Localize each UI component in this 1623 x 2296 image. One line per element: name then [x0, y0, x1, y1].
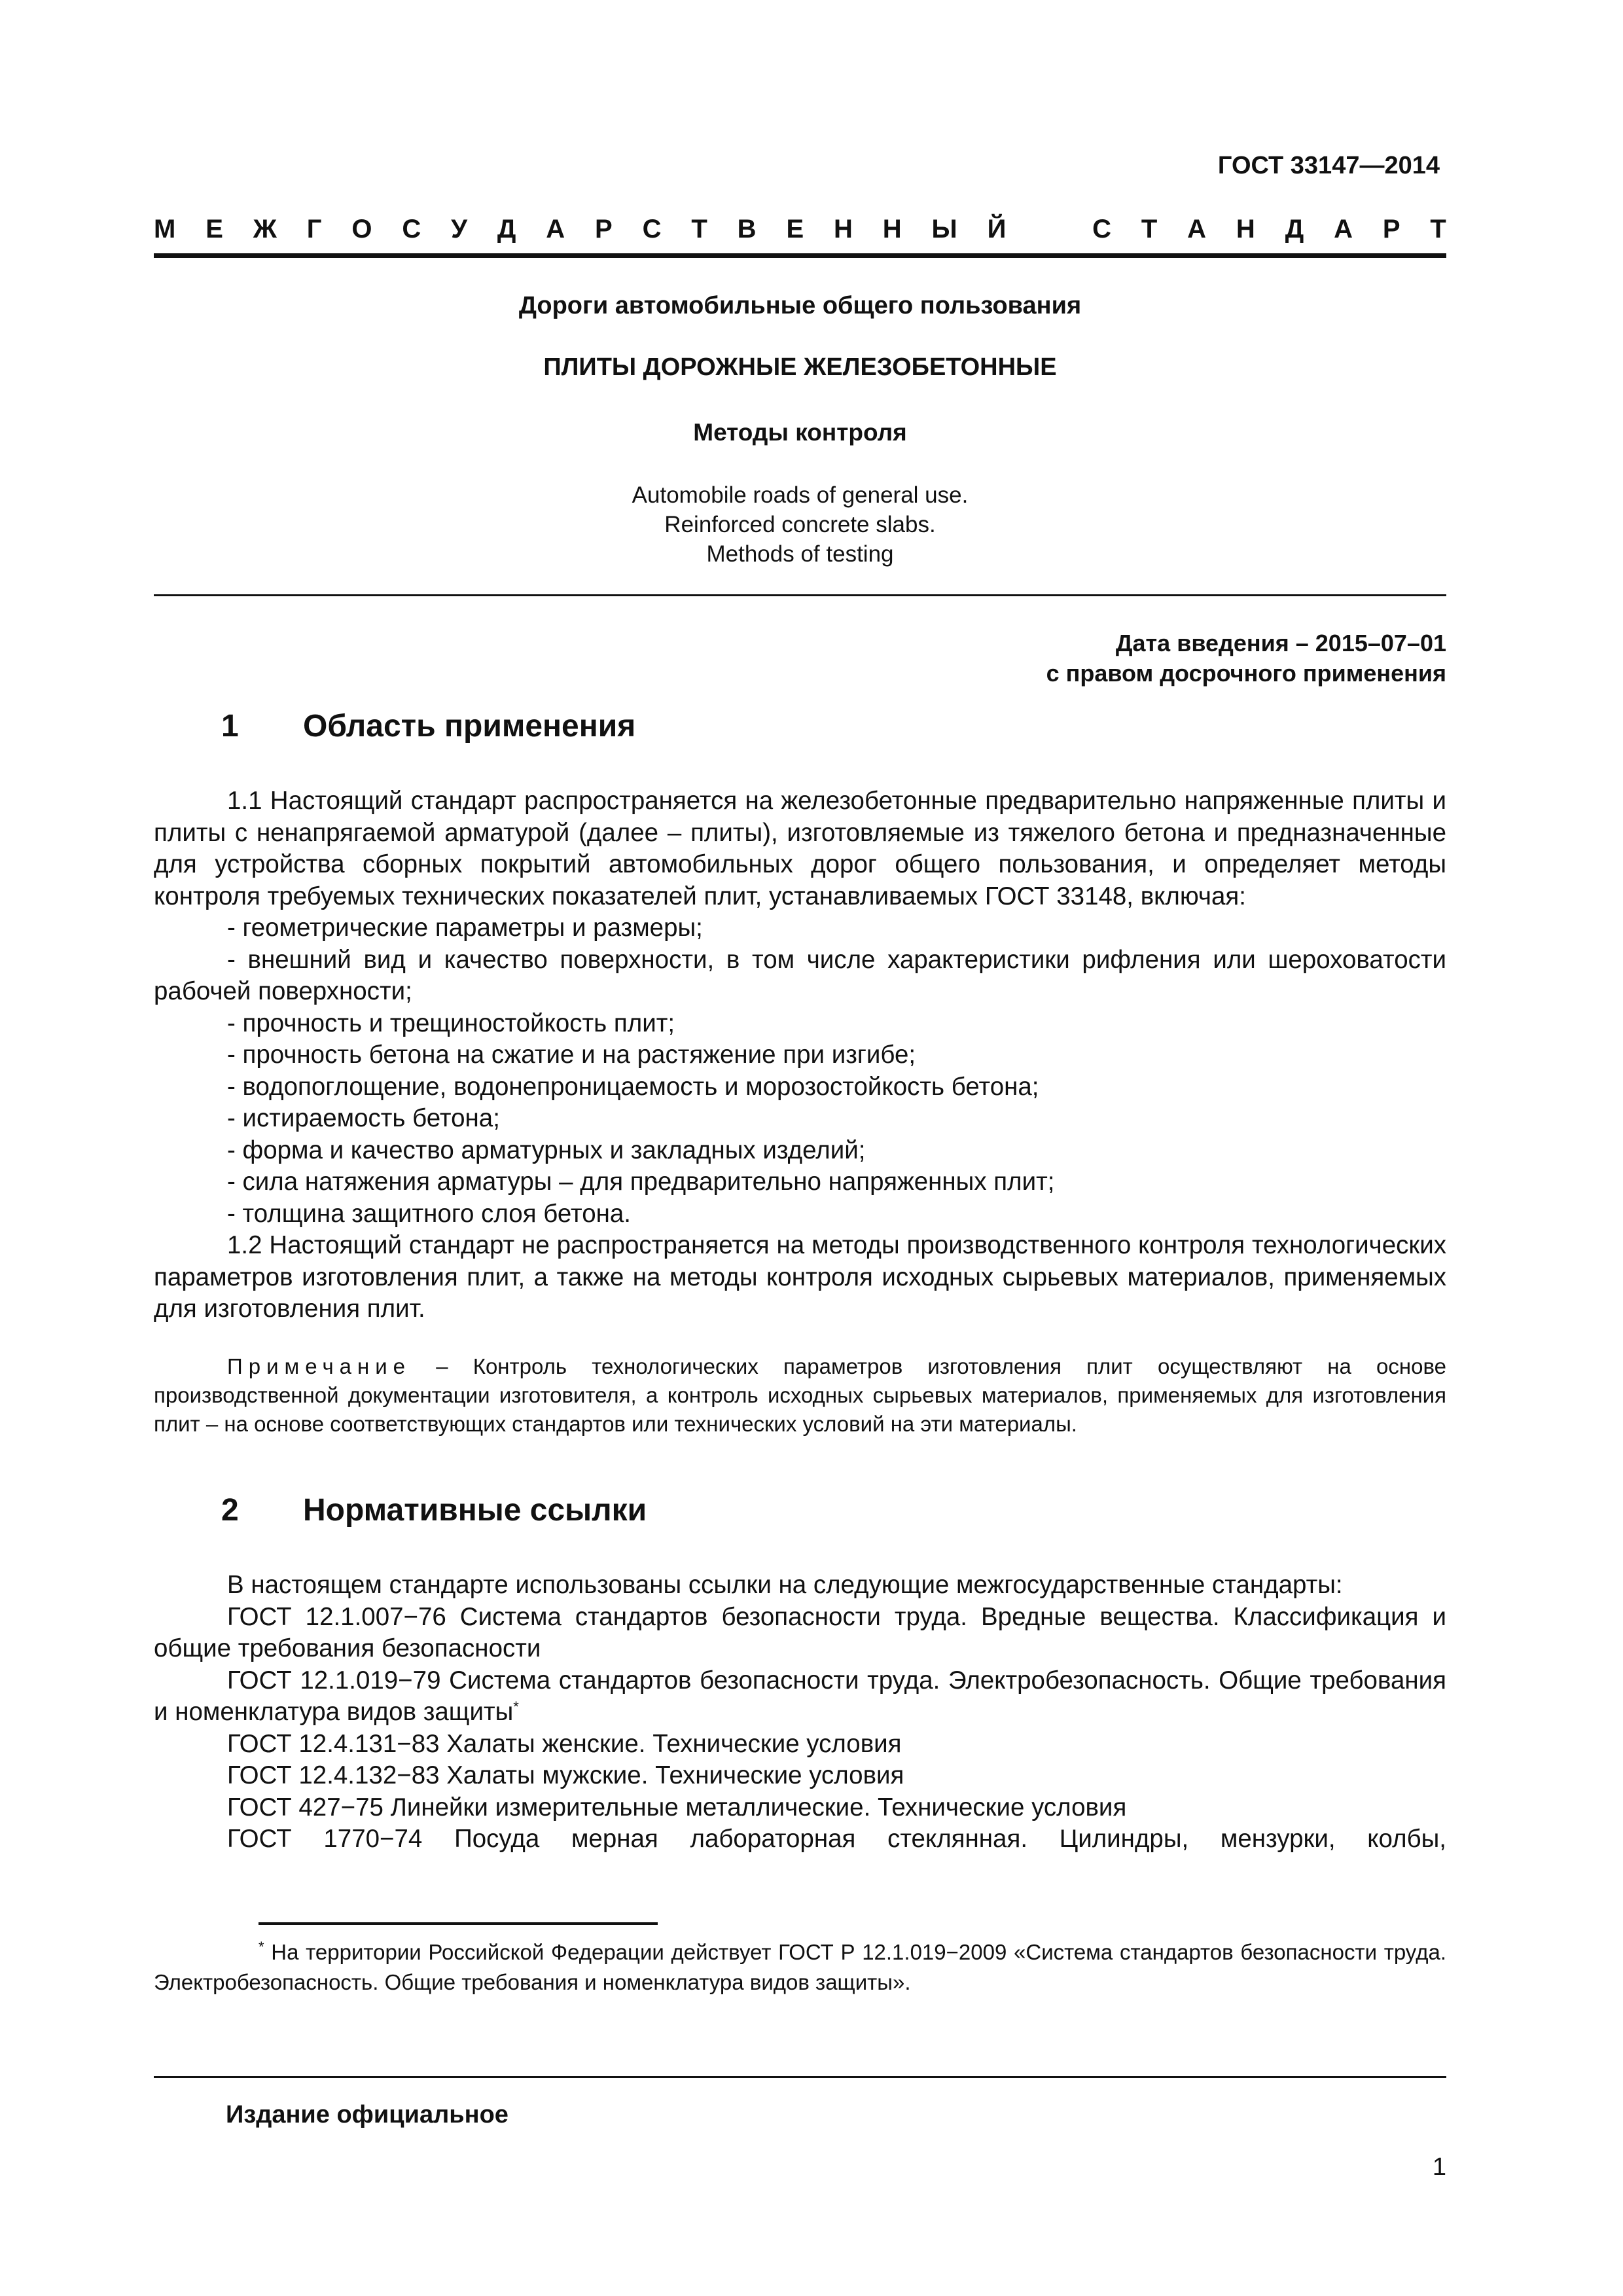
english-title-line-3: Methods of testing: [706, 541, 894, 567]
heading-letter: Т: [691, 215, 707, 243]
note: [154, 1352, 1446, 1439]
heading-letter: С: [1092, 215, 1111, 243]
reference-item: ГОСТ 1770−74 Посуда мерная лабораторная стеклянная. Цилиндры, мензурки, колбы,: [227, 1825, 1446, 1853]
heading-letter: А: [546, 215, 565, 243]
early-application: с правом досрочного применения: [1046, 660, 1446, 687]
section-1-body: [154, 785, 1446, 1325]
header-rule: [154, 253, 1446, 258]
heading-letter: Д: [1285, 215, 1304, 243]
list-item: - геометрические параметры и размеры;: [227, 914, 703, 942]
heading-letter: Н: [834, 215, 853, 243]
reference-item: ГОСТ 12.4.132−83 Халаты мужские. Технические условия: [227, 1761, 904, 1789]
section-1-number: 1: [221, 709, 239, 744]
footnote-rule: [259, 1922, 658, 1925]
heading-letter: Н: [1236, 215, 1255, 243]
list-item: - форма и качество арматурных и закладных изделий;: [227, 1136, 866, 1164]
reference-item: [154, 1665, 1446, 1729]
references-intro: В настоящем стандарте использованы ссылки на следующие межгосударственные стандарты:: [227, 1571, 1343, 1599]
note-label: Примечание: [227, 1354, 412, 1378]
note-text: – Контроль технологических параметров изготовления плит осуществляют на основе производственной документации изготовителя, а контроль исходных сырьевых материалов, применяемых для изготовления плит – на основе соответствующих стандартов или технических условий на эти материалы.: [154, 1354, 1446, 1436]
edition-label: Издание официальное: [226, 2101, 508, 2128]
reference-item: ГОСТ 427−75 Линейки измерительные металлические. Технические условия: [227, 1793, 1127, 1821]
section-2-number: 2: [221, 1493, 239, 1528]
title-rule: [154, 594, 1446, 596]
heading-letter: Т: [1430, 215, 1446, 243]
heading-letter: Р: [1382, 215, 1400, 243]
list-item: - сила натяжения арматуры – для предварительно напряженных плит;: [227, 1168, 1055, 1196]
footnote-text: На территории Российской Федерации действует ГОСТ Р 12.1.019−2009 «Система стандартов безопасности труда. Электробезопасность. Общие требования и номенклатура видов защиты».: [154, 1940, 1446, 1994]
heading-letter: У: [451, 215, 468, 243]
list-item: - истираемость бетона;: [227, 1104, 500, 1132]
reference-text: ГОСТ 12.1.019−79 Система стандартов безопасности труда. Электробезопасность. Общие требования и номенклатура видов защиты: [154, 1666, 1446, 1726]
english-title-line-1: Automobile roads of general use.: [632, 482, 969, 508]
footnote-marker: *: [513, 1698, 519, 1715]
paragraph-1-2: 1.2 Настоящий стандарт не распространяется на методы производственного контроля технологических параметров изготовления плит, а также на методы контроля исходных сырьевых материалов, применяемых для изготовления плит.: [154, 1231, 1446, 1323]
list-item: - прочность бетона на сжатие и на растяжение при изгибе;: [227, 1041, 916, 1069]
section-2-body: [154, 1570, 1446, 1856]
heading-letter: Т: [1141, 215, 1158, 243]
heading-letter: С: [402, 215, 421, 243]
section-2-heading: [221, 1492, 876, 1532]
heading-letter: Д: [497, 215, 516, 243]
title-line-1: Дороги автомобильные общего пользования: [518, 292, 1082, 319]
section-2-title: Нормативные ссылки: [303, 1493, 647, 1528]
heading-letter: А: [1334, 215, 1353, 243]
heading-letter: О: [351, 215, 372, 243]
title-line-2: ПЛИТЫ ДОРОЖНЫЕ ЖЕЛЕЗОБЕТОННЫЕ: [543, 353, 1057, 381]
english-title: [154, 480, 1446, 569]
list-item: - внешний вид и качество поверхности, в том числе характеристики рифления или шероховатости рабочей поверхности;: [154, 945, 1446, 1005]
list-item: - прочность и трещиностойкость плит;: [227, 1009, 675, 1037]
heading-letter: Ж: [253, 215, 277, 243]
heading-letter: М: [154, 215, 176, 243]
heading-word-gap: [1036, 215, 1062, 244]
standard-type-heading: [154, 215, 1446, 244]
gost-number: ГОСТ 33147—2014: [1217, 152, 1440, 179]
heading-letter: А: [1187, 215, 1207, 243]
list-item: - водопоглощение, водонепроницаемость и морозостойкость бетона;: [227, 1072, 1039, 1101]
section-1-heading: [221, 708, 876, 747]
heading-letter: Е: [205, 215, 223, 243]
reference-item: ГОСТ 12.1.007−76 Система стандартов безопасности труда. Вредные вещества. Классификация и общие требования безопасности: [154, 1602, 1446, 1662]
paragraph-1-1: 1.1 Настоящий стандарт распространяется на железобетонные предварительно напряженные плиты и плиты с ненапрягаемой арматурой (далее – плиты), изготовляемые из тяжелого бетона и предназначенные для устройства сборных покрытий автомобильных дорог общего пользования, и определяет методы контроля требуемых технических показателей плит, устанавливаемых ГОСТ 33148, включая:: [154, 787, 1446, 910]
heading-letter: Й: [987, 215, 1007, 243]
section-1-title: Область применения: [303, 709, 636, 744]
heading-letter: В: [737, 215, 757, 243]
page-number: 1: [1432, 2153, 1446, 2181]
intro-date: Дата введения – 2015–07–01: [1115, 630, 1446, 656]
heading-letter: Ы: [931, 215, 957, 243]
title-line-3: Методы контроля: [693, 419, 907, 446]
heading-letter: Г: [306, 215, 322, 243]
heading-letter: Р: [595, 215, 613, 243]
english-title-line-2: Reinforced concrete slabs.: [664, 512, 936, 537]
footnote: [154, 1937, 1446, 1998]
list-item: - толщина защитного слоя бетона.: [227, 1199, 631, 1228]
footnote-mark: *: [259, 1939, 264, 1955]
heading-letter: С: [642, 215, 662, 243]
heading-letter: Е: [786, 215, 804, 243]
reference-item: ГОСТ 12.4.131−83 Халаты женские. Технические условия: [227, 1729, 902, 1758]
heading-letter: Н: [882, 215, 902, 243]
footer-rule: [154, 2076, 1446, 2078]
